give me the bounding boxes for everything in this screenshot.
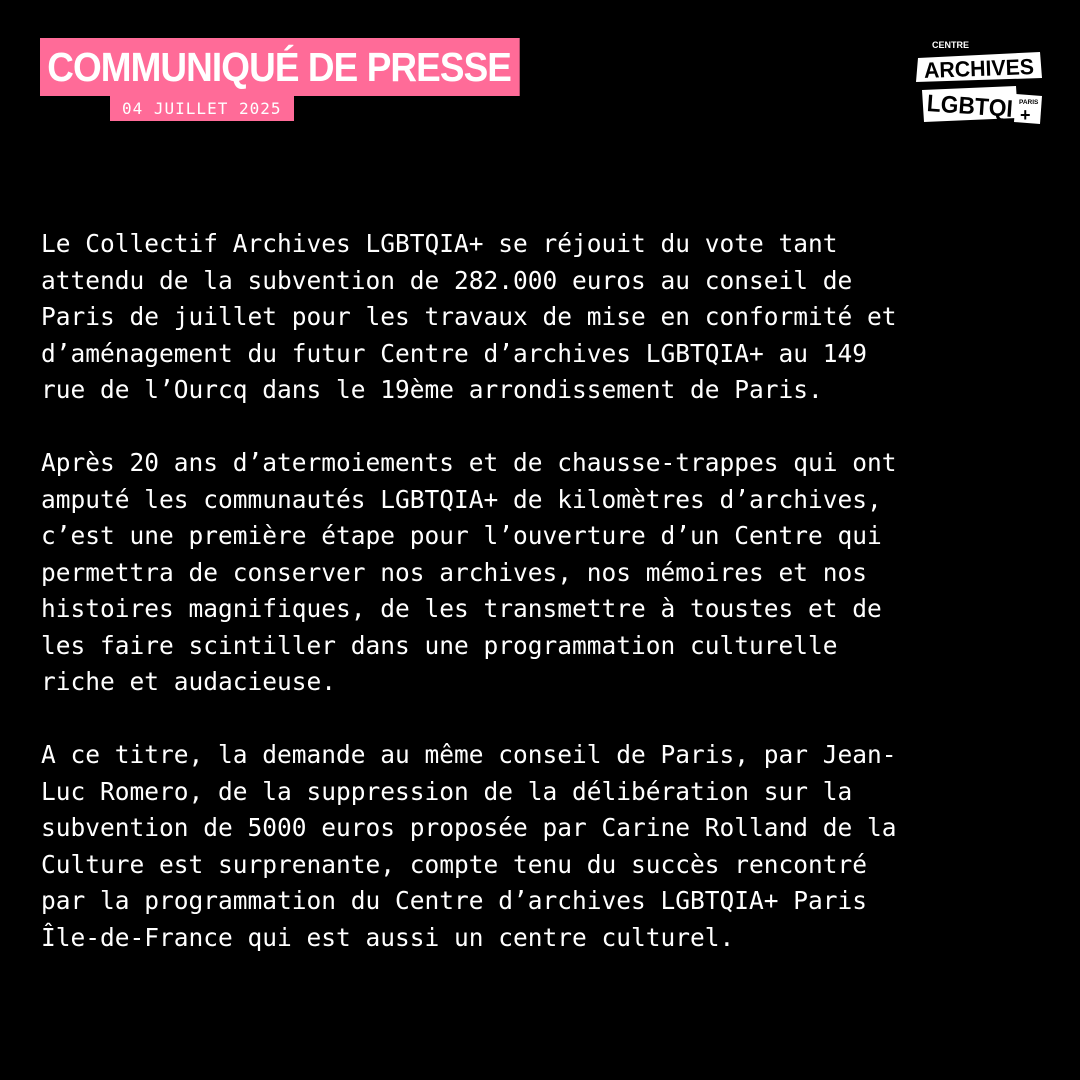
centre-archives-lgbtqi-logo (912, 36, 1048, 128)
logo-plus-text: + (1020, 105, 1031, 125)
logo-paris-text: PARIS (1019, 99, 1039, 106)
logo-paris-plus-box (1014, 94, 1042, 125)
body-paragraph-1: Le Collectif Archives LGBTQIA+ se réjouit du vote tant attendu de la subvention de 282.000 euros au conseil de Paris de juillet pour les travaux de mise en conformité et d’aménagement du futur Centre d’archives LGBTQIA+ au 149 rue de l’Ourcq dans le 19ème arrondissement de Paris. (41, 229, 897, 404)
body-paragraph-2: Après 20 ans d’atermoiements et de chausse-trappes qui ont amputé les communautés LGBTQIA+ de kilomètres d’archives, c’est une première étape pour l’ouverture d’un Centre qui permettra de conserver nos archives, nos mémoires et nos histoires magnifiques, de les transmettre à toustes et de les faire scintiller dans une programmation culturelle riche et audacieuse. (41, 448, 897, 696)
press-release-date: 04 JUILLET 2025 (110, 96, 294, 121)
press-release-body (41, 226, 1041, 993)
logo-lgbtqi-banner (922, 86, 1018, 123)
logo-archives-text: ARCHIVES (923, 53, 1039, 83)
press-release-title: COMMUNIQUÉ DE PRESSE (40, 38, 520, 96)
logo-archives-banner (916, 52, 1042, 83)
body-paragraph-3: A ce titre, la demande au même conseil de Paris, par Jean- Luc Romero, de la suppression de la délibération sur la subvention de 5000 euros proposée par Carine Rolland de la Culture est surprenante, compte tenu du succès rencontré par la programmation du Centre d’archives LGBTQIA+ Paris Île-de-France qui est aussi un centre culturel. (41, 740, 897, 952)
logo-centre-text: CENTRE (932, 40, 970, 50)
logo-lgbtqi-text: LGBTQI (925, 90, 1019, 124)
